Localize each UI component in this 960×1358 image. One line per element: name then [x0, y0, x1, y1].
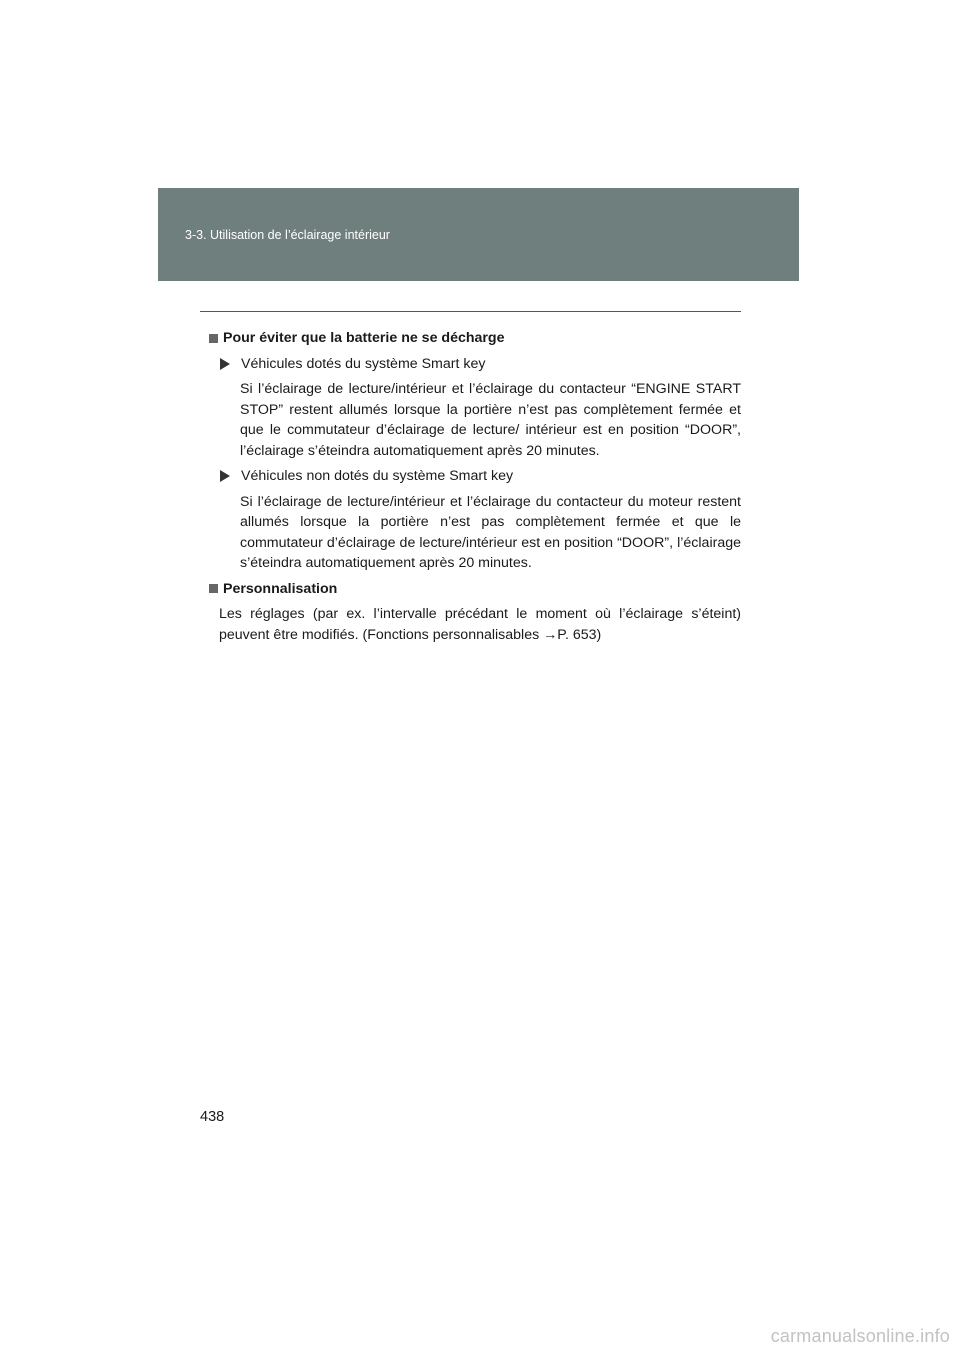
bullet-label: Véhicules non dotés du système Smart key	[241, 468, 514, 484]
watermark-text: carmanualsonline.info	[770, 1326, 950, 1346]
bullet-no-smart-key	[200, 466, 741, 487]
square-icon	[209, 584, 218, 593]
bullet-smart-key	[200, 354, 741, 375]
page-content	[200, 328, 741, 645]
page-number: 438	[200, 1109, 225, 1125]
section-heading-customization	[200, 579, 741, 600]
chapter-title: 3-3. Utilisation de l’éclairage intérieur	[185, 228, 390, 242]
section-heading-text: Pour éviter que la batterie ne se décharge	[223, 330, 505, 346]
chapter-header	[158, 188, 799, 281]
triangle-right-icon	[220, 358, 230, 370]
section-heading-battery	[200, 328, 741, 349]
square-icon	[209, 334, 218, 343]
divider-rule	[200, 311, 741, 312]
section-heading-text: Personnalisation	[223, 580, 338, 597]
section-text: Les réglages (par ex. l’intervalle précédant le moment où l’éclairage s’éteint) peuvent être modifiés. (Fonctions personnalisables →P. 653)	[219, 606, 741, 643]
triangle-right-icon	[220, 470, 230, 482]
bullet-label: Véhicules dotés du système Smart key	[241, 355, 486, 372]
bullet-text: Si l’éclairage de lecture/intérieur et l’éclairage du contacteur du moteur restent allumés lorsque la portière n’est pas complètement fermée et que le commutateur d’éclairage de lecture/intérieur est en position “DOOR”, l’éclairage s’éteindra automatiquement après 20 minutes.	[240, 493, 741, 571]
bullet-text: Si l’éclairage de lecture/intérieur et l’éclairage du contacteur “ENGINE START STOP” restent allumés lorsque la portière n’est pas complètement fermée et que le commutateur d’éclairage de lecture/ intérieur est en position “DOOR”, l’éclairage s’éteindra automatiquement après 20 minutes.	[240, 381, 741, 459]
